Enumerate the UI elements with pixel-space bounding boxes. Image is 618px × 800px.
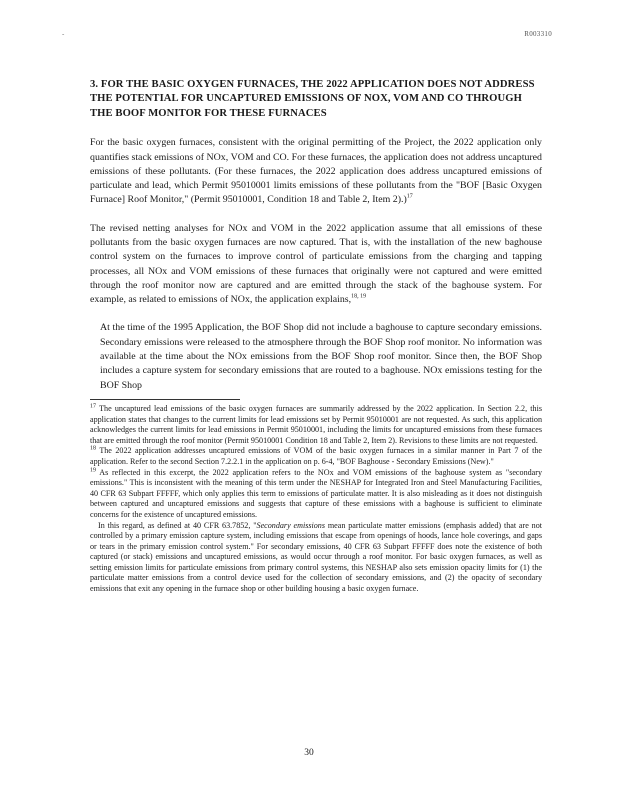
paragraph-1-text: For the basic oxygen furnaces, consistent with the original permitting of the Project, the 2022 application only quantifies stack emissions of NOx, VOM and CO. For these furnaces, the application does not address uncaptured emissions of these pollutants. (For these furnaces, the 2022 application does address uncaptured emissions of particulate and lead, which Permit 95010001 limits emissions of these pollutants from the "BOF [Basic Oxygen Furnace] Roof Monitor," (Permit 95010001, Condition 18 and Table 2, Item 2).) bbox=[90, 137, 542, 206]
corner-mark: - bbox=[62, 30, 65, 38]
footnote-19-number: 19 bbox=[90, 466, 96, 473]
footnote-19-continuation bbox=[90, 521, 542, 595]
paragraph-2-text: The revised netting analyses for NOx and VOM in the 2022 application assume that all emissions of these pollutants from the basic oxygen furnaces are now captured. That is, with the installation of the new baghouse control system on the furnaces to improve control of particulate emissions from the charging and tapping processes, all NOx and VOM emissions of these furnaces that originally were not captured and were emitted through the roof monitor now are captured and are emitted through the stack of the baghouse system. For example, as related to emissions of NOx, the application explains, bbox=[90, 222, 542, 306]
footnote-17 bbox=[90, 404, 542, 446]
page-content bbox=[90, 78, 542, 595]
section-heading: 3. FOR THE BASIC OXYGEN FURNACES, THE 2022 APPLICATION DOES NOT ADDRESS THE POTENTIAL FOR UNCAPTURED EMISSIONS OF NOX, VOM AND CO THROUGH THE BOOF MONITOR FOR THESE FURNACES bbox=[90, 79, 535, 119]
bates-number: R003310 bbox=[524, 30, 552, 38]
footnote-19 bbox=[90, 468, 542, 521]
footnote-19-cont-rest: mean particulate matter emissions (emphasis added) that are not controlled by a primary emission capture system, including emissions that escape from openings of hoods, lance hole coverings, and gaps or tears in the primary emission control system." For secondary emissions, 40 CFR 63 Subpart FFFFF does note the existence of both captured (or stack) emissions and uncaptured emissions, as would occur through a roof monitor. For basic oxygen furnaces, as well as setting emission limits for particulate emissions from primary control systems, this NESHAP also sets emission opacity limits for (1) the particulate matter emissions from a control device used for the collection of secondary emissions, and (2) the opacity of secondary emissions that exit any opening in the furnace shop or other building housing a basic oxygen furnace. bbox=[90, 520, 542, 594]
page-number: 30 bbox=[304, 748, 314, 758]
footnote-18 bbox=[90, 446, 542, 467]
footnote-17-number: 17 bbox=[90, 403, 96, 410]
footnote-19-text: As reflected in this excerpt, the 2022 application refers to the NOx and VOM emissions of the baghouse system as "secondary emissions." This is inconsistent with the meaning of this term under the NESHAP for Integrated Iron and Steel Manufacturing Facilities, 40 CFR 63 Subpart FFFFF, which only applies this term to emissions of particulate matter. It is also misleading as it does not distinguish between captured and uncaptured emissions and suggests that capture of these emissions with a baghouse is sufficient to eliminate concerns for the existence of uncaptured emissions. bbox=[90, 467, 543, 519]
footnote-18-text: The 2022 application addresses uncaptured emissions of VOM of the basic oxygen furnaces in a similar manner in Part 7 of the application. Refer to the second Section 7.2.2.1 in the application on p. 6-4, "BOF Baghouse - Secondary Emissions (New)." bbox=[90, 446, 542, 466]
footnote-19-cont-italic: Secondary emissions bbox=[256, 520, 325, 530]
block-quote: At the time of the 1995 Application, the BOF Shop did not include a baghouse to capture secondary emissions. Secondary emissions were released to the atmosphere through the BOF Shop roof monitor. No information was available at the time about the NOx emissions from the BOF Shop roof monitor. Since then, the BOF Shop includes a capture system for secondary emissions that are routed to a baghouse. NOx emissions testing for the BOF Shop bbox=[100, 322, 542, 391]
footnote-19-cont-lead: In this regard, as defined at 40 CFR 63.7852, " bbox=[98, 520, 257, 530]
paragraph-2 bbox=[90, 222, 542, 308]
paragraph-1 bbox=[90, 136, 542, 207]
footnote-18-number: 18 bbox=[90, 445, 96, 452]
footnote-divider bbox=[90, 399, 240, 400]
footnote-ref-18-19: 18, 19 bbox=[351, 293, 367, 300]
footnote-17-text: The uncaptured lead emissions of the basic oxygen furnaces are summarily addressed by the 2022 application. In Section 2.2, this application states that changes to the current limits for lead emissions set by Permit 95010001 are not requested. As such, this application acknowledges the current limits for lead emissions in Permit 95010001, including the limits for uncaptured emissions from these furnaces that are emitted through the roof monitor (Permit 95010001 Condition 18 and Table 2, Item 2). Revisions to these limits are not requested. bbox=[90, 403, 542, 445]
footnote-ref-17: 17 bbox=[406, 194, 413, 201]
